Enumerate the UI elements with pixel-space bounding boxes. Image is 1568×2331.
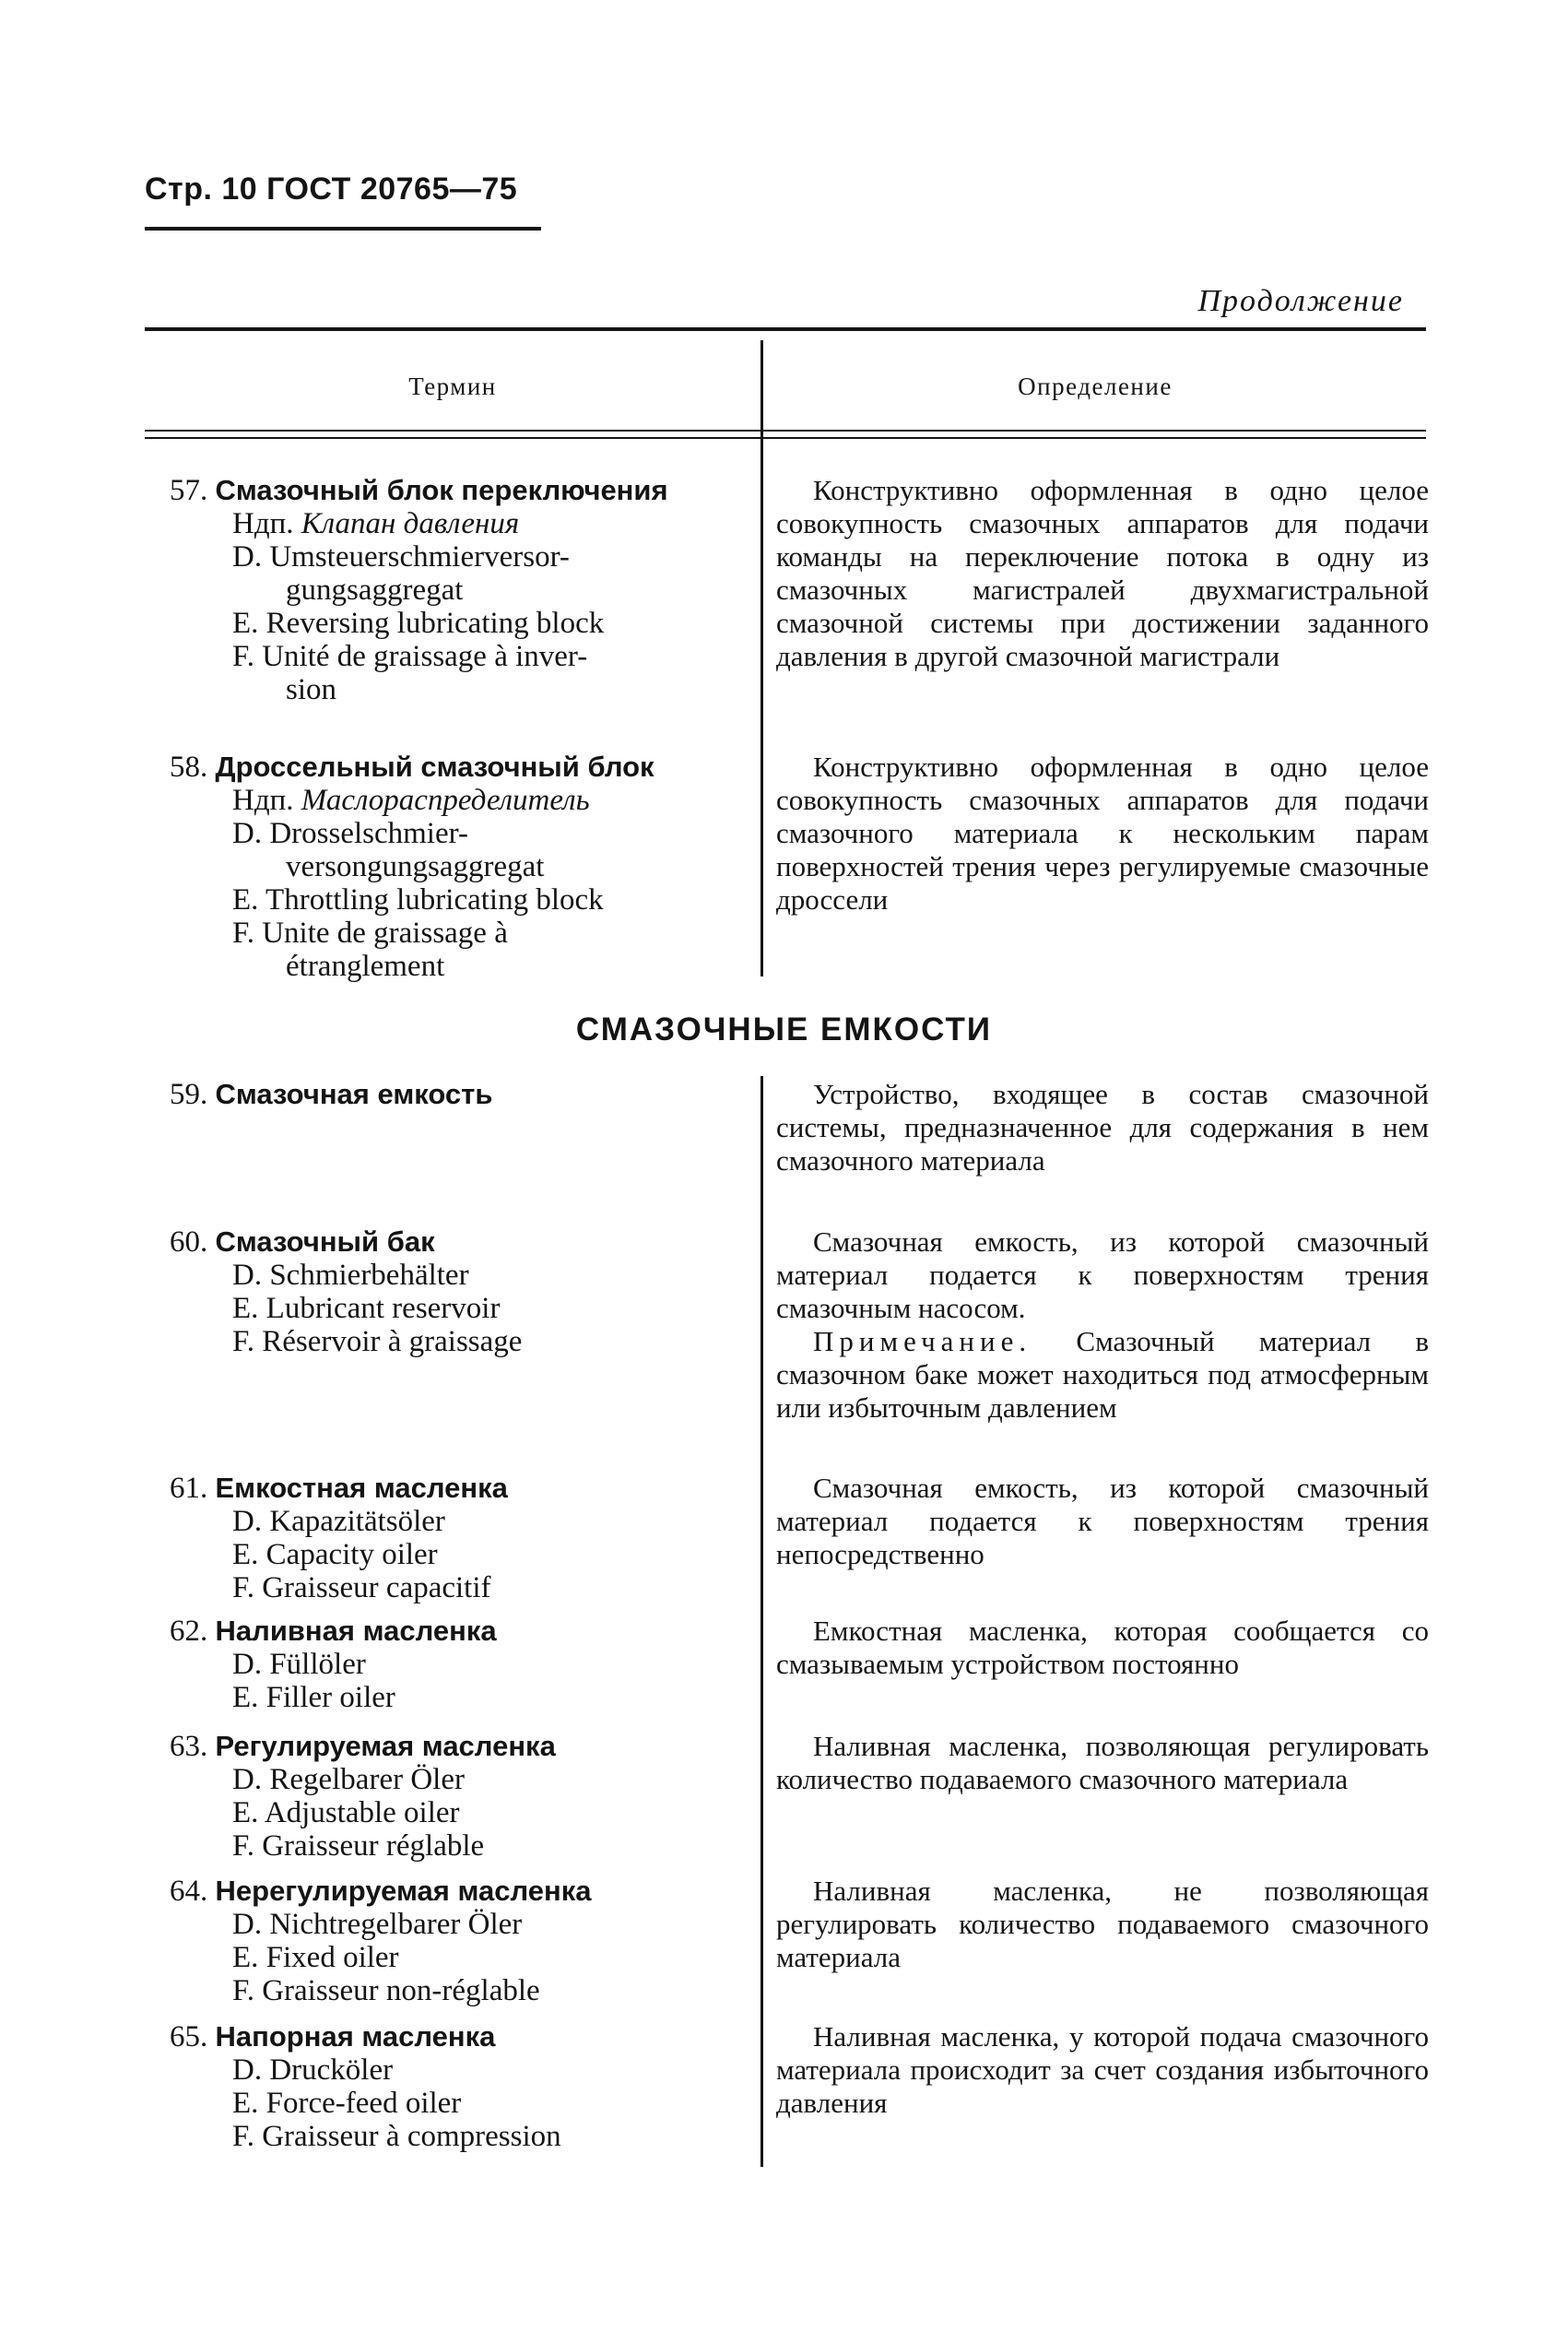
term-line: E. Force-feed oiler — [232, 2087, 462, 2120]
term-title: Смазочный блок переключения — [215, 474, 668, 506]
term-line: E. Adjustable oiler — [232, 1796, 460, 1829]
term-number: 60. — [170, 1225, 208, 1259]
table-header-rule — [145, 430, 1426, 432]
term-number: 63. — [170, 1730, 208, 1763]
continuation-label: Продолжение — [1197, 284, 1404, 318]
term-line: D. Drosselschmier- — [232, 817, 468, 850]
term-entry-59 — [170, 1078, 741, 1111]
term-line: D. Füllöler — [232, 1648, 366, 1681]
term-entry-61 — [170, 1472, 741, 1604]
definition-text: Смазочная емкость, из которой смазочный материал подается к поверхностям трения непосредственно — [776, 1472, 1429, 1570]
term-title: Наливная масленка — [215, 1615, 497, 1647]
term-title: Смазочная емкость — [215, 1078, 493, 1110]
note-label: Примечание. — [813, 1325, 1032, 1357]
page-header: Стр. 10 ГОСТ 20765—75 — [145, 172, 518, 207]
term-entry-63 — [170, 1730, 741, 1863]
term-number: 64. — [170, 1875, 208, 1908]
term-line: F. Unite de graissage à — [232, 917, 508, 950]
term-number: 59. — [170, 1078, 208, 1111]
term-number: 58. — [170, 751, 208, 784]
column-divider — [760, 340, 763, 976]
definition-text: Наливная масленка, не позволяющая регулировать количество подаваемого смазочного материала — [776, 1875, 1429, 1973]
term-line: F. Graisseur capacitif — [232, 1571, 491, 1604]
column-divider — [760, 1076, 763, 2167]
term-line: D. Schmierbehälter — [232, 1259, 469, 1292]
column-header-definition: Определение — [1018, 373, 1173, 400]
definition-text: Конструктивно оформленная в одно целое совокупность смазочных аппаратов для подачи смазочного материала к нескольким парам поверхностей трения через регулируемые смазочные дроссели — [776, 751, 1429, 916]
definition-60 — [776, 1225, 1429, 1425]
definition-text: Смазочная емкость, из которой смазочный материал подается к поверхностям трения смазочным насосом. — [776, 1225, 1429, 1324]
definition-text: Емкостная масленка, которая сообщается со смазываемым устройством постоянно — [776, 1615, 1429, 1680]
term-line: étranglement — [286, 950, 445, 983]
term-title: Смазочный бак — [215, 1225, 435, 1258]
column-header-term: Термин — [408, 373, 497, 400]
term-number: 61. — [170, 1472, 208, 1505]
term-line: sion — [286, 673, 337, 706]
term-title: Дроссельный смазочный блок — [215, 751, 654, 783]
term-title: Нерегулируемая масленка — [215, 1875, 592, 1907]
term-line: D. Regelbarer Öler — [232, 1763, 465, 1796]
definition-text: Устройство, входящее в состав смазочной системы, предназначенное для содержания в нем смазочного материала — [776, 1078, 1429, 1177]
definition-text: Наливная масленка, у которой подача смазочного материала происходит за счет создания избыточного давления — [776, 2020, 1429, 2119]
term-entry-64 — [170, 1875, 741, 2007]
term-line: F. Graisseur à compression — [232, 2120, 561, 2153]
term-line: D. Drucköler — [232, 2053, 394, 2087]
ndp-term: Клапан давления — [301, 507, 520, 540]
definition-65 — [776, 2020, 1429, 2120]
term-line: F. Réservoir à graissage — [232, 1325, 523, 1358]
definition-note — [776, 1325, 1429, 1425]
definition-text: Наливная масленка, позволяющая регулировать количество подаваемого смазочного материала — [776, 1730, 1429, 1795]
ndp-label: Ндп. — [232, 507, 294, 540]
term-number: 57. — [170, 474, 208, 507]
term-number: 65. — [170, 2020, 208, 2053]
term-entry-65 — [170, 2020, 741, 2153]
term-entry-57 — [170, 474, 741, 706]
note-text: Смазочный материал в смазочном баке может находиться под атмосферным или избыточным давлением — [776, 1325, 1430, 1424]
definition-63 — [776, 1730, 1429, 1796]
term-line: D. Umsteuerschmierversor- — [232, 540, 570, 574]
definition-62 — [776, 1615, 1429, 1681]
term-line: E. Lubricant reservoir — [232, 1292, 501, 1325]
term-line: D. Nichtregelbarer Öler — [232, 1908, 523, 1941]
header-rule — [145, 227, 541, 231]
term-entry-62 — [170, 1615, 741, 1714]
term-title: Регулируемая масленка — [215, 1730, 556, 1762]
term-line: E. Capacity oiler — [232, 1538, 438, 1571]
definition-text: Конструктивно оформленная в одно целое совокупность смазочных аппаратов для подачи команды на переключение потока в одну из смазочных магистралей двухмагистральной смазочной системы при достижении заданного давления в другой смазочной магистрали — [776, 474, 1429, 672]
term-line: E. Reversing lubricating block — [232, 607, 605, 640]
table-header-rule — [145, 437, 1426, 439]
term-entry-60 — [170, 1225, 741, 1358]
term-line: E. Filler oiler — [232, 1681, 395, 1714]
term-line: F. Unité de graissage à inver- — [232, 640, 588, 673]
term-line: gungsaggregat — [286, 574, 464, 607]
table-top-rule — [145, 327, 1426, 331]
term-line: E. Throttling lubricating block — [232, 883, 604, 917]
term-line: E. Fixed oiler — [232, 1941, 399, 1974]
section-title: СМАЗОЧНЫЕ ЕМКОСТИ — [575, 1012, 993, 1047]
definition-57 — [776, 474, 1429, 673]
definition-64 — [776, 1875, 1429, 1974]
definition-58 — [776, 751, 1429, 917]
ndp-term: Маслораспределитель — [301, 784, 590, 817]
term-line: D. Kapazitätsöler — [232, 1505, 445, 1538]
ndp-label: Ндп. — [232, 784, 294, 817]
term-number: 62. — [170, 1615, 208, 1648]
term-line: F. Graisseur non-réglable — [232, 1974, 540, 2007]
term-title: Напорная масленка — [215, 2020, 496, 2053]
definition-59 — [776, 1078, 1429, 1177]
term-line: F. Graisseur réglable — [232, 1829, 485, 1863]
term-line: versongungsaggregat — [286, 850, 545, 883]
definition-61 — [776, 1472, 1429, 1571]
term-entry-58 — [170, 751, 741, 983]
term-title: Емкостная масленка — [215, 1472, 508, 1504]
